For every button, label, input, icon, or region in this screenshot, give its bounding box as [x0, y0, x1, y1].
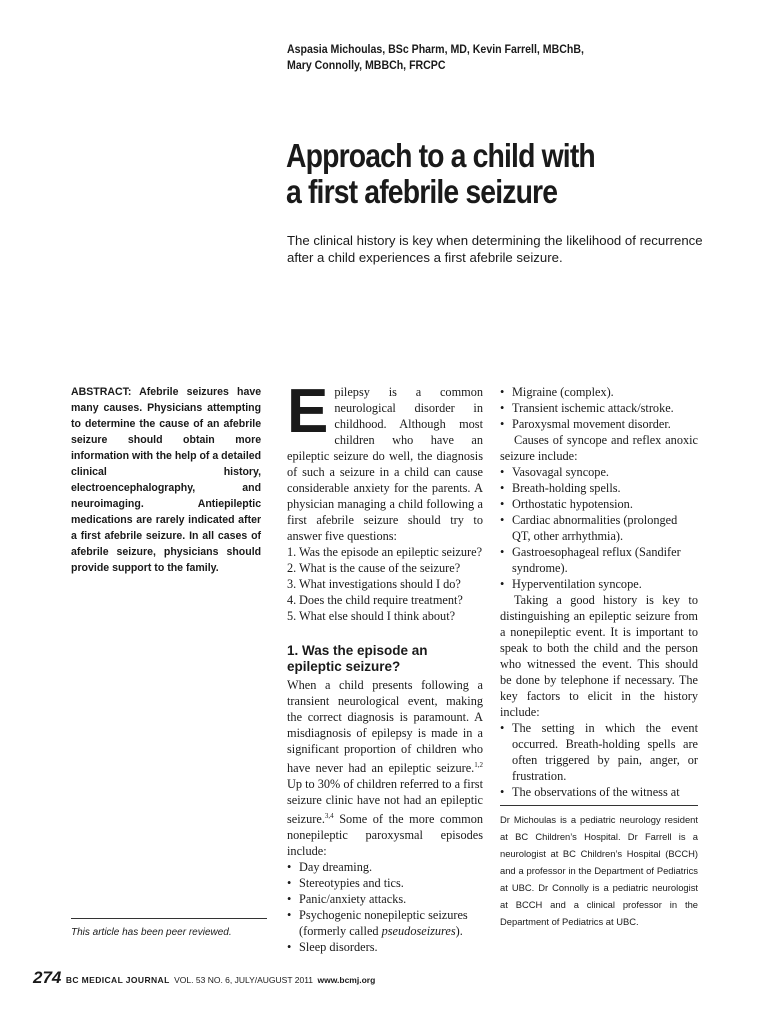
list-item [500, 576, 698, 592]
list-number: 1. [287, 545, 297, 559]
list-number: 3. [287, 577, 297, 591]
bullet-list [500, 384, 698, 432]
bullet-icon: • [287, 892, 292, 907]
peer-review-note: This article has been peer reviewed. [71, 927, 232, 938]
author-line: Mary Connolly, MBBCh, FRCPC [287, 59, 446, 72]
list-item [500, 384, 698, 400]
intro-paragraph [287, 377, 483, 544]
list-text: Orthostatic hypotension. [512, 497, 633, 511]
body-paragraph: Causes of syncope and reflex anoxic seizure include: [500, 433, 698, 463]
divider [500, 805, 698, 806]
body-paragraph: Taking a good history is key to distinguishing an epileptic seizure from a nonepileptic event. It is important to speak to both the child and the person who witnessed the event. This should be done by telephone if necessary. The key factors to elicit in the history include: [500, 593, 698, 719]
journal-url: www.bcmj.org [317, 975, 376, 985]
list-item [287, 891, 483, 907]
list-text: Vasovagal syncope. [512, 465, 609, 479]
section-heading [287, 643, 483, 675]
bullet-icon: • [287, 876, 292, 891]
list-text: What else should I think about? [299, 609, 456, 623]
heading-line: epileptic seizure? [287, 659, 401, 674]
bullet-icon: • [287, 860, 292, 875]
author-list [287, 43, 692, 74]
list-text: The setting in which the event occurred. Breath-holding spells are often triggered by pain, anger, or frustration. [512, 721, 698, 783]
page-footer [33, 968, 375, 988]
article-title [286, 138, 682, 210]
list-text: Was the episode an epileptic seizure? [299, 545, 483, 559]
article-deck: The clinical history is key when determining the likelihood of recurrence after a child experiences a first afebrile seizure. [287, 233, 703, 265]
abstract: ABSTRACT: Afebrile seizures have many causes. Physicians attempting to determine the cause of an afebrile seizure should obtain more information with the help of a detailed clinical history, electroencephalography, and neuroimaging. Antiepileptic medications are rarely indicated after a first afebrile seizure. In all cases of afebrile seizure, physicians should provide support to the family. [71, 386, 262, 574]
list-item [500, 400, 698, 416]
bullet-icon: • [287, 908, 292, 923]
reference-marker: 3,4 [324, 812, 334, 821]
bullet-list [287, 859, 483, 955]
list-item [287, 859, 483, 875]
list-text: Gastroesophageal reflux (Sandifer syndrome). [512, 545, 681, 575]
author-affiliations: Dr Michoulas is a pediatric neurology resident at BC Children’s Hospital. Dr Farrell is a neurologist at BC Children’s Hospital (BCCH) and a professor in the Department of Pediatrics at UBC. Dr Connolly is a pediatric neurologist at BCCH and a clinical professor in the Department of Pediatrics at UBC. [500, 814, 698, 927]
list-text: Transient ischemic attack/stroke. [512, 401, 674, 415]
list-text: Day dreaming. [299, 860, 373, 875]
list-text: ). [455, 924, 463, 939]
list-item [287, 875, 483, 891]
bullet-icon: • [500, 481, 505, 495]
title-line: a first afebrile seizure [286, 173, 558, 210]
list-item [287, 592, 483, 608]
list-text: The observations of the witness at [512, 785, 680, 799]
bullet-icon: • [500, 545, 505, 559]
bullet-list [500, 720, 698, 800]
list-text: What investigations should I do? [299, 577, 461, 591]
list-item [287, 907, 483, 939]
italic-term: pseudoseizures [381, 924, 456, 939]
reference-marker: 1,2 [474, 761, 483, 769]
bullet-icon: • [500, 513, 505, 527]
list-text: What is the cause of the seizure? [299, 561, 461, 575]
author-line: Aspasia Michoulas, BSc Pharm, MD, Kevin Farrell, MBChB, [287, 44, 584, 56]
list-text: Psychogenic nonepileptic seizures (formerly called [299, 908, 468, 939]
list-item [500, 416, 698, 432]
list-item [287, 608, 483, 624]
list-item [287, 560, 483, 576]
list-item [500, 784, 698, 800]
heading-line: 1. Was the episode an [287, 643, 428, 658]
bullet-icon: • [500, 721, 505, 735]
list-text: Hyperventilation syncope. [512, 577, 642, 591]
questions-list [287, 544, 483, 624]
bullet-icon: • [500, 401, 505, 415]
list-item [500, 496, 698, 512]
bullet-icon: • [500, 385, 505, 399]
list-number: 2. [287, 561, 297, 575]
list-text: Does the child require treatment? [299, 593, 463, 607]
list-item [500, 544, 698, 576]
list-text: Cardiac abnormalities (prolonged QT, other arrhythmia). [512, 513, 678, 543]
list-item [500, 480, 698, 496]
bullet-icon: • [500, 785, 505, 799]
bullet-icon: • [500, 497, 505, 511]
list-item [500, 512, 698, 544]
list-item [500, 720, 698, 784]
list-text: Panic/anxiety attacks. [299, 892, 407, 907]
body-column-1 [287, 377, 483, 955]
body-text: Some of the more common nonepileptic paroxysmal episodes include: [287, 812, 483, 859]
body-text: When a child presents following a transient neurological event, making the correct diagnosis is paramount. A misdiagnosis of epilepsy is made in a significant proportion of children who have never had an epileptic seizure. [287, 678, 483, 776]
list-item [500, 464, 698, 480]
title-line: Approach to a child with [286, 137, 595, 174]
issue-info: VOL. 53 NO. 6, JULY/AUGUST 2011 [174, 975, 314, 985]
bullet-icon: • [287, 940, 292, 955]
bullet-icon: • [500, 577, 505, 591]
page-number: 274 [33, 968, 62, 987]
bullet-icon: • [500, 417, 505, 431]
list-number: 4. [287, 593, 297, 607]
bullet-list [500, 464, 698, 592]
journal-name: BC MEDICAL JOURNAL [65, 975, 170, 985]
list-item [287, 576, 483, 592]
body-text: Up to 30% of children referred to a first seizure clinic have not had an epileptic seizure. [287, 777, 483, 827]
list-text: Breath-holding spells. [512, 481, 621, 495]
list-text: Paroxysmal movement disorder. [512, 417, 671, 431]
body-column-2 [500, 384, 698, 800]
body-paragraph [287, 677, 483, 859]
bullet-icon: • [500, 465, 505, 479]
list-text: Migraine (complex). [512, 385, 614, 399]
divider [71, 918, 267, 919]
intro-text: pilepsy is a common neurological disorder in childhood. Although most children who have an epileptic seizure do well, the diagnosis of such a seizure in a child can cause considerable anxiety for the parents. A physician managing a child following a first afebrile seizure should try to answer five questions: [287, 385, 483, 543]
list-item [287, 544, 483, 560]
drop-cap: E [287, 377, 329, 446]
list-text: Sleep disorders. [299, 940, 378, 955]
list-text: Stereotypies and tics. [299, 876, 404, 891]
list-number: 5. [287, 609, 297, 623]
list-item [287, 939, 483, 955]
